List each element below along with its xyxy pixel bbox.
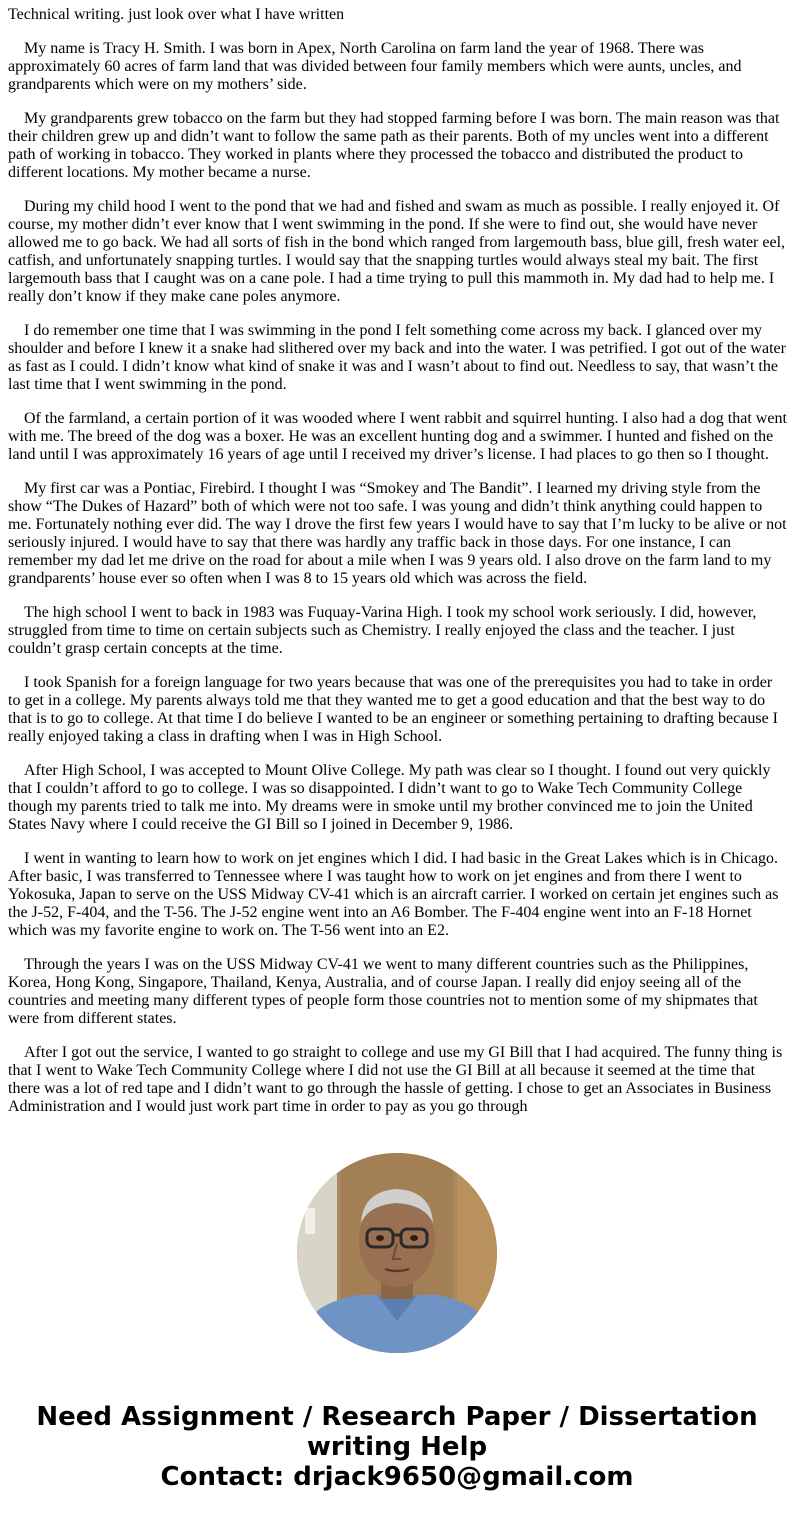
right-eye xyxy=(410,1235,418,1241)
left-eye xyxy=(376,1235,384,1241)
paragraph-11: Through the years I was on the USS Midway CV-41 we went to many different countries such as the Philippines, Korea, Hong Kong, Singapore, Thailand, Kenya, Australia, and of course Japan. I really did enjoy seeing all of the countries and meeting many different types of people form those countries not to mention some of my shipmates that were from different states. xyxy=(8,956,758,1027)
promo-headline: Need Assignment / Research Paper / Dissertation writing Help xyxy=(36,1402,758,1462)
paragraph-6: My first car was a Pontiac, Firebird. I thought I was “Smokey and The Bandit”. I learned my driving style from the show “The Dukes of Hazard” both of which were not too safe. I was young and didn’t think anything could happen to me. Fortunately nothing ever did. The way I drove the first few years I would have to say that I’m lucky to be alive or not seriously injured. I would have to say that there was hardly any traffic back in those days. For one instance, I can remember my dad let me drive on the road for about a mile when I was 9 years old. I also drove on the farm land to my grandparents’ house ever so often when I was 8 to 15 years old which was across the field. xyxy=(8,480,787,587)
paragraph-10: I went in wanting to learn how to work on jet engines which I did. I had basic in the Great Lakes which is in Chicago. After basic, I was transferred to Tennessee where I was taught how to work on jet engines and from there I went to Yokosuka, Japan to serve on the USS Midway CV-41 which is an aircraft carrier. I worked on certain jet engines such as the J-52, F-404, and the T-56. The J-52 engine went into an A6 Bomber. The F-404 engine went into an F-18 Hornet which was my favorite engine to work on. The T-56 went into an E2. xyxy=(8,850,779,939)
paragraph-7: The high school I went to back in 1983 was Fuquay-Varina High. I took my school work seriously. I did, however, struggled from time to time on certain subjects such as Chemistry. I really enjoyed the class and the teacher. I just couldn’t grasp certain concepts at the time. xyxy=(8,604,757,657)
paragraph-12: After I got out the service, I wanted to go straight to college and use my GI Bill that I had acquired. The funny thing is that I went to Wake Tech Community College where I did not use the GI Bill at all because it seemed at the time that there was a lot of red tape and I didn’t want to go through the hassle of getting. I chose to get an Associates in Business Administration and I would just work part time in order to pay as you go through xyxy=(8,1044,783,1115)
paragraph-8: I took Spanish for a foreign language for two years because that was one of the prerequisites you had to take in order to get in a college. My parents always told me that they wanted me to get a good education and that the best way to do that is to go to college. At that time I do believe I wanted to be an engineer or something pertaining to drafting because I really enjoyed taking a class in drafting when I was in High School. xyxy=(8,674,778,745)
portrait-illustration xyxy=(297,1153,497,1353)
author-photo xyxy=(297,1153,497,1353)
paragraph-4: I do remember one time that I was swimming in the pond I felt something come across my back. I glanced over my shoulder and before I knew it a snake had slithered over my back and into the water. I was petrified. I got out of the water as fast as I could. I didn’t know what kind of snake it was and I wasn’t about to find out. Needless to say, that wasn’t the last time that I went swimming in the pond. xyxy=(8,322,786,393)
promo-contact: Contact: drjack9650@gmail.com xyxy=(160,1462,634,1492)
paragraph-5: Of the farmland, a certain portion of it was wooded where I went rabbit and squirrel hunting. I also had a dog that went with me. The breed of the dog was a boxer. He was an excellent hunting dog and a swimmer. I hunted and fished on the land until I was approximately 16 years of age until I received my driver’s license. I had places to go then so I thought. xyxy=(8,410,787,463)
wall-switch xyxy=(305,1208,315,1234)
promo-banner xyxy=(0,1402,794,1492)
paragraph-9: After High School, I was accepted to Mount Olive College. My path was clear so I thought. I found out very quickly that I couldn’t afford to go to college. I was so disappointed. I didn’t want to go to Wake Tech Community College though my parents tried to talk me into. My dreams were in smoke until my brother convinced me to join the United States Navy where I could receive the GI Bill so I joined in December 9, 1986. xyxy=(8,762,771,833)
paragraph-2: My grandparents grew tobacco on the farm but they had stopped farming before I was born. The main reason was that their children grew up and didn’t want to follow the same path as their parents. Both of my uncles went into a different path of working in tobacco. They worked in plants where they processed the tobacco and distributed the product to different locations. My mother became a nurse. xyxy=(8,110,780,181)
paragraph-1: My name is Tracy H. Smith. I was born in Apex, North Carolina on farm land the year of 1968. There was approximately 60 acres of farm land that was divided between four family members which were aunts, uncles, and grandparents which were on my mothers’ side. xyxy=(8,40,742,93)
document-body xyxy=(8,6,788,1119)
document-title: Technical writing. just look over what I have written xyxy=(8,6,345,23)
paragraph-3: During my child hood I went to the pond that we had and fished and swam as much as possible. I really enjoyed it. Of course, my mother didn’t ever know that I went swimming in the pond. If she were to find out, she would have never allowed me to go back. We had all sorts of fish in the bond which ranged from largemouth bass, blue gill, fresh water eel, catfish, and unfortunately snapping turtles. I would say that the snapping turtles would always steal my bait. The first largemouth bass that I caught was on a cane pole. I had a time trying to pull this mammoth in. My dad had to help me. I really don’t know if they make cane poles anymore. xyxy=(8,198,786,305)
